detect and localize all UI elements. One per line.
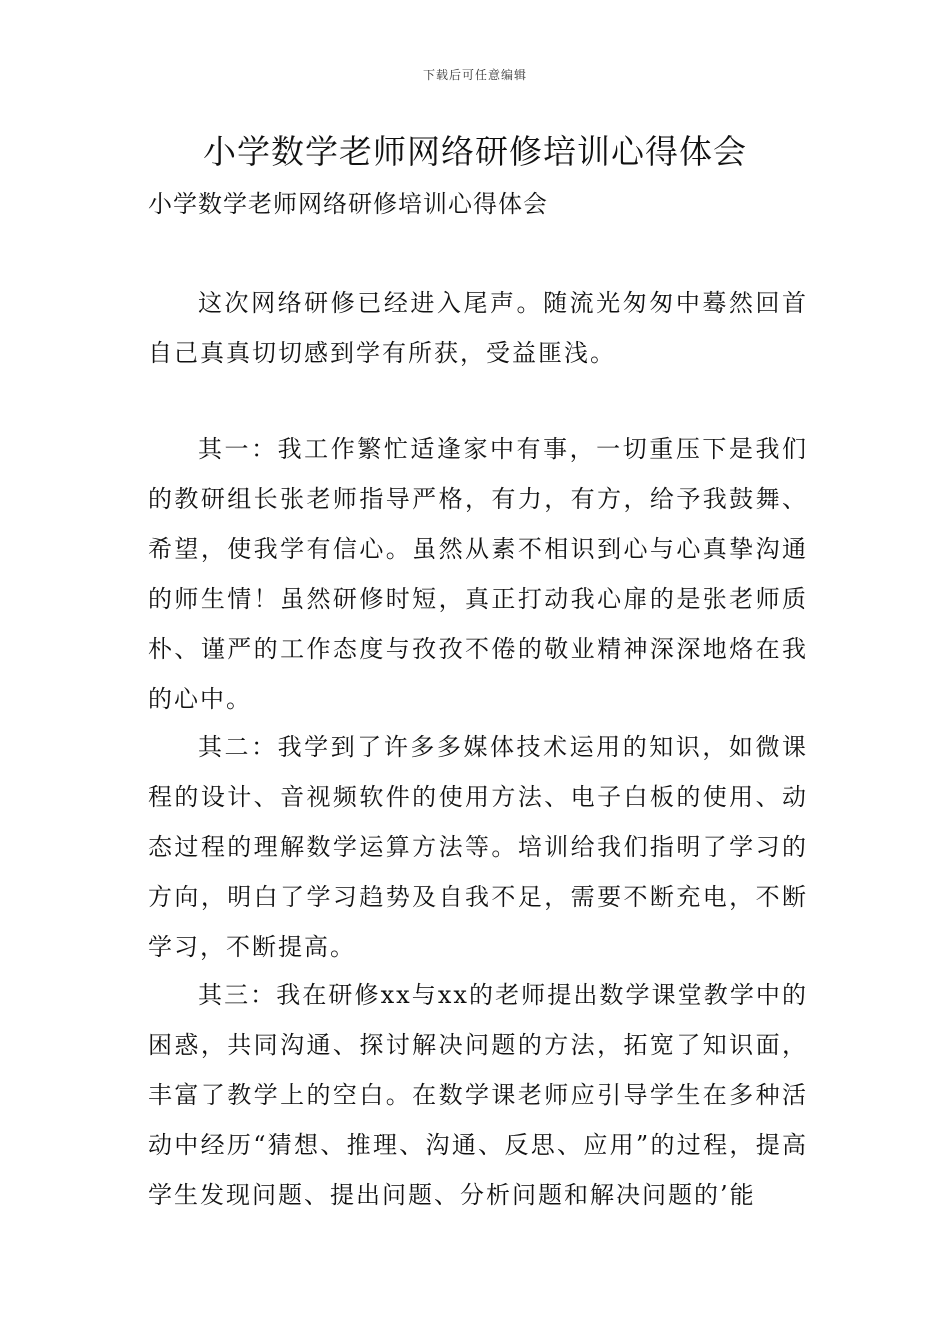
paragraph-2: 其一：我工作繁忙适逢家中有事，一切重压下是我们的教研组长张老师指导严格，有力，有方，给予我鼓舞、希望，使我学有信心。虽然从素不相识到心与心真挚沟通的师生情！虽然研修时短，真正打动我心扉的是张老师质朴、谨严的工作态度与孜孜不倦的敬业精神深深地烙在我的心中。 (148, 435, 808, 713)
paragraph-4-block (148, 970, 808, 1220)
paragraph-4: 其三：我在研修xx与xx的老师提出数学课堂教学中的困惑，共同沟通、探讨解决问题的方法，拓宽了知识面，丰富了教学上的空白。在数学课老师应引导学生在多种活动中经历“猜想、推理、沟通、反思、应用”的过程，提高学生发现问题、提出问题、分析问题和解决问题的’能 (148, 981, 808, 1209)
paragraph-3: 其二：我学到了许多多媒体技术运用的知识，如微课程的设计、音视频软件的使用方法、电子白板的使用、动态过程的理解数学运算方法等。培训给我们指明了学习的方向，明白了学习趋势及自我不足，需要不断充电，不断学习，不断提高。 (148, 733, 808, 961)
paragraph-1: 这次网络研修已经进入尾声。随流光匆匆中蓦然回首自己真真切切感到学有所获，受益匪浅。 (148, 289, 808, 367)
header-note: 下载后可任意编辑 (422, 68, 527, 82)
paragraph-2-block (148, 424, 808, 724)
document-subtitle: 小学数学老师网络研修培训心得体会 (148, 190, 548, 218)
document-title: 小学数学老师网络研修培训心得体会 (203, 132, 747, 171)
paragraph-3-block (148, 722, 808, 972)
paragraph-1-block (148, 278, 808, 378)
